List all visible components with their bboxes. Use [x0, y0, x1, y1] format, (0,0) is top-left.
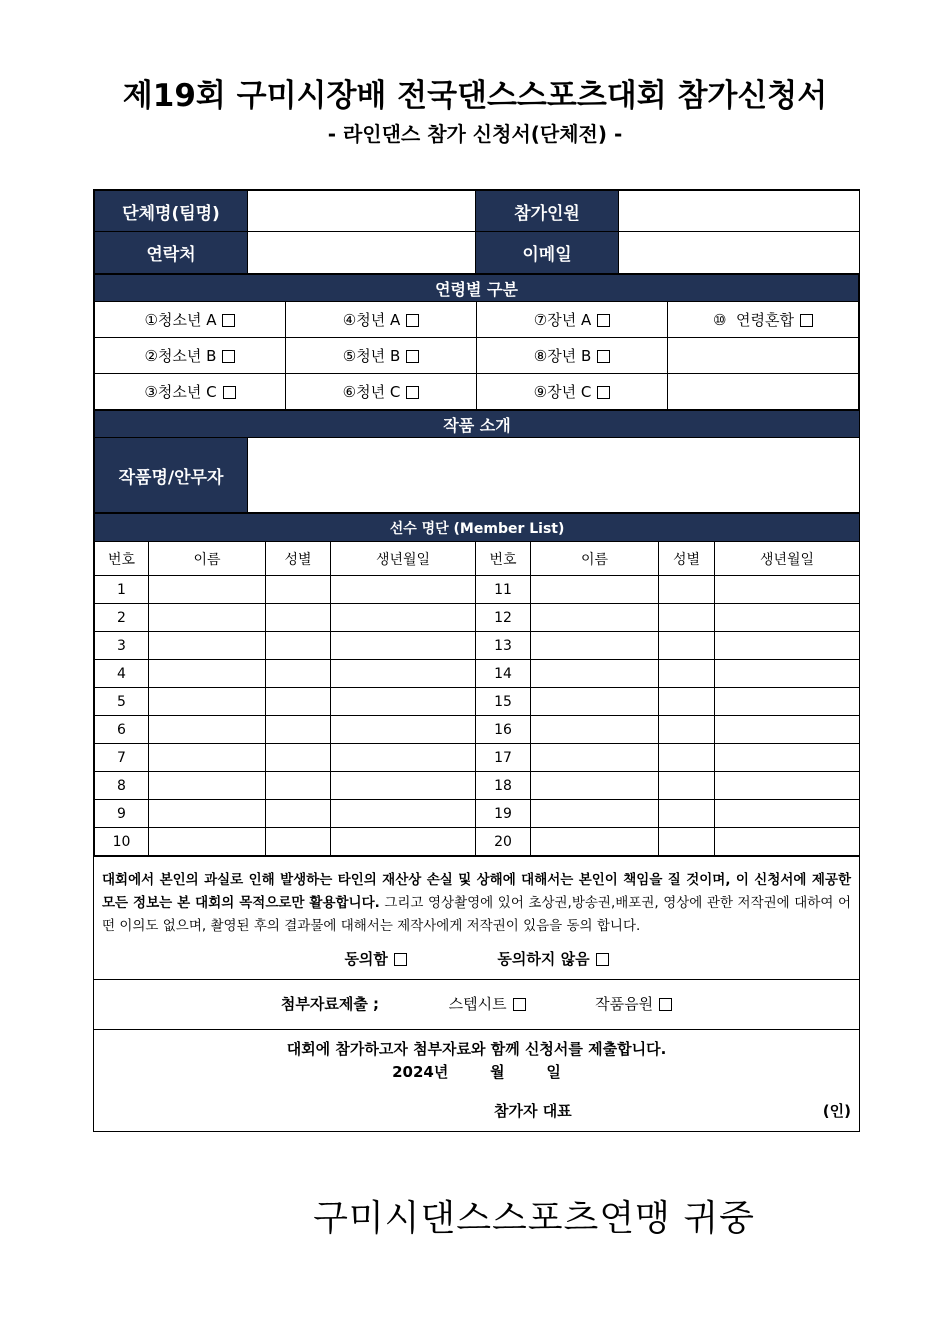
table-row [95, 660, 860, 688]
column-header: 성별 [266, 542, 331, 576]
member-number: 19 [476, 800, 531, 828]
age-option[interactable] [95, 302, 286, 338]
checkbox[interactable] [597, 314, 610, 327]
member-gender-field[interactable] [266, 632, 331, 660]
application-form [93, 189, 860, 1132]
member-birthdate-field[interactable] [715, 744, 860, 772]
member-gender-field[interactable] [659, 800, 715, 828]
member-gender-field[interactable] [659, 660, 715, 688]
member-number: 3 [95, 632, 149, 660]
member-name-field[interactable] [531, 800, 659, 828]
music-checkbox[interactable] [659, 998, 672, 1011]
member-name-field[interactable] [531, 576, 659, 604]
member-birthdate-field[interactable] [715, 632, 860, 660]
page-subtitle: - 라인댄스 참가 신청서(단체전) - [327, 122, 623, 146]
agree-checkbox[interactable] [394, 953, 407, 966]
member-number: 4 [95, 660, 149, 688]
column-header: 생년월일 [331, 542, 476, 576]
email-field[interactable] [619, 232, 860, 274]
member-header-row [95, 542, 860, 576]
member-number: 20 [476, 828, 531, 856]
member-name-field[interactable] [531, 660, 659, 688]
member-birthdate-field[interactable] [715, 576, 860, 604]
footer-recipient: 구미시댄스스포츠연맹 귀중 [313, 1198, 755, 1239]
member-name-field[interactable] [531, 828, 659, 856]
column-header: 성별 [659, 542, 715, 576]
stepsheet-label: 스텝시트 [448, 995, 507, 1013]
age-option-label: ⑩ 연령혼합 [713, 311, 794, 329]
member-name-field[interactable] [531, 744, 659, 772]
member-birthdate-field[interactable] [331, 772, 476, 800]
age-option[interactable] [95, 374, 286, 410]
checkbox[interactable] [597, 386, 610, 399]
member-gender-field[interactable] [266, 660, 331, 688]
team-name-label: 단체명(팀명) [95, 191, 248, 232]
stepsheet-checkbox[interactable] [513, 998, 526, 1011]
age-option[interactable] [477, 338, 668, 374]
member-name-field[interactable] [149, 744, 266, 772]
column-header: 생년월일 [715, 542, 860, 576]
work-field[interactable] [248, 438, 860, 513]
member-number: 12 [476, 604, 531, 632]
age-option[interactable] [477, 302, 668, 338]
member-gender-field[interactable] [266, 576, 331, 604]
age-option-label: ①청소년 A [144, 311, 217, 329]
age-option-label: ⑤청년 B [342, 347, 401, 365]
age-option-label: ⑧장년 B [533, 347, 592, 365]
empty-cell [668, 374, 859, 410]
member-gender-field[interactable] [659, 576, 715, 604]
member-number: 10 [95, 828, 149, 856]
member-birthdate-field[interactable] [715, 716, 860, 744]
member-name-field[interactable] [531, 716, 659, 744]
member-gender-field[interactable] [266, 716, 331, 744]
submission-block [94, 1029, 859, 1131]
info-table [94, 190, 860, 274]
table-row [95, 632, 860, 660]
member-birthdate-field[interactable] [331, 828, 476, 856]
age-option-label: ⑨장년 C [533, 383, 592, 401]
table-row [95, 716, 860, 744]
member-birthdate-field[interactable] [715, 828, 860, 856]
member-number: 11 [476, 576, 531, 604]
member-birthdate-field[interactable] [331, 576, 476, 604]
member-section-heading: 선수 명단 (Member List) [95, 514, 860, 542]
member-gender-field[interactable] [266, 828, 331, 856]
member-gender-field[interactable] [659, 772, 715, 800]
member-gender-field[interactable] [266, 800, 331, 828]
checkbox[interactable] [597, 350, 610, 363]
member-birthdate-field[interactable] [331, 604, 476, 632]
age-option[interactable] [286, 302, 477, 338]
member-name-field[interactable] [531, 604, 659, 632]
age-table [94, 274, 859, 410]
checkbox[interactable] [406, 386, 419, 399]
member-name-field[interactable] [531, 772, 659, 800]
page-title: 제19회 구미시장배 전국댄스스포츠대회 참가신청서 [122, 78, 828, 114]
attachments-row [94, 979, 859, 1029]
age-option[interactable] [286, 338, 477, 374]
member-number: 9 [95, 800, 149, 828]
member-number: 14 [476, 660, 531, 688]
member-name-field[interactable] [149, 800, 266, 828]
table-row [95, 828, 860, 856]
column-header: 이름 [149, 542, 266, 576]
age-option[interactable] [286, 374, 477, 410]
checkbox[interactable] [223, 386, 236, 399]
submission-date: 2024년 월 일 [392, 1063, 561, 1081]
member-name-field[interactable] [149, 772, 266, 800]
age-option-label: ⑦장년 A [533, 311, 592, 329]
member-table [94, 513, 860, 856]
checkbox[interactable] [222, 350, 235, 363]
member-number: 6 [95, 716, 149, 744]
member-gender-field[interactable] [659, 744, 715, 772]
member-gender-field[interactable] [659, 688, 715, 716]
participants-field[interactable] [619, 191, 860, 232]
work-label: 작품명/안무자 [95, 438, 248, 513]
table-row [95, 744, 860, 772]
member-birthdate-field[interactable] [331, 632, 476, 660]
consent-options [94, 944, 859, 979]
age-option-label: ②청소년 B [144, 347, 217, 365]
work-section-heading: 작품 소개 [95, 411, 860, 438]
column-header: 이름 [531, 542, 659, 576]
member-number: 8 [95, 772, 149, 800]
agree-label: 동의함 [344, 950, 388, 968]
member-name-field[interactable] [531, 688, 659, 716]
checkbox[interactable] [800, 314, 813, 327]
member-gender-field[interactable] [266, 688, 331, 716]
table-row [95, 576, 860, 604]
member-gender-field[interactable] [659, 604, 715, 632]
table-row [95, 604, 860, 632]
member-gender-field[interactable] [266, 772, 331, 800]
contact-field[interactable] [248, 232, 476, 274]
checkbox[interactable] [406, 314, 419, 327]
representative-label: 참가자 대표 [494, 1102, 572, 1120]
disagree-label: 동의하지 않음 [497, 950, 590, 968]
member-number: 15 [476, 688, 531, 716]
table-row [95, 772, 860, 800]
age-option-label: ③청소년 C [144, 383, 217, 401]
age-option[interactable] [477, 374, 668, 410]
seal-mark: (인) [822, 1102, 851, 1120]
disagree-checkbox[interactable] [596, 953, 609, 966]
consent-notice [94, 856, 859, 944]
member-number: 7 [95, 744, 149, 772]
member-birthdate-field[interactable] [715, 772, 860, 800]
member-birthdate-field[interactable] [331, 744, 476, 772]
member-birthdate-field[interactable] [331, 716, 476, 744]
participants-label: 참가인원 [476, 191, 619, 232]
empty-cell [668, 338, 859, 374]
checkbox[interactable] [406, 350, 419, 363]
member-name-field[interactable] [149, 660, 266, 688]
submission-statement: 대회에 참가하고자 첨부자료와 함께 신청서를 제출합니다. [286, 1040, 667, 1058]
column-header: 번호 [476, 542, 531, 576]
checkbox[interactable] [222, 314, 235, 327]
notice-bold-text: 대회에서 본인의 과실로 인해 발생하는 타인의 재산상 손실 및 상해에 대해서는 본인이 책임을 질 것이며, 이 신청서에 제공한 모든 정보는 본 대회의 목적으로만 활용합니다. [102, 872, 851, 911]
member-number: 5 [95, 688, 149, 716]
table-row [95, 688, 860, 716]
attachments-label: 첨부자료제출 ; [280, 995, 380, 1013]
age-option[interactable] [668, 302, 859, 338]
member-gender-field[interactable] [659, 716, 715, 744]
member-birthdate-field[interactable] [715, 604, 860, 632]
member-birthdate-field[interactable] [331, 660, 476, 688]
member-birthdate-field[interactable] [715, 660, 860, 688]
age-section-heading: 연령별 구분 [95, 275, 859, 302]
member-gender-field[interactable] [266, 744, 331, 772]
age-option-label: ⑥청년 C [342, 383, 401, 401]
member-birthdate-field[interactable] [715, 800, 860, 828]
member-number: 2 [95, 604, 149, 632]
member-name-field[interactable] [149, 632, 266, 660]
member-name-field[interactable] [149, 828, 266, 856]
member-gender-field[interactable] [659, 828, 715, 856]
age-option-label: ④청년 A [342, 311, 401, 329]
member-name-field[interactable] [149, 688, 266, 716]
member-name-field[interactable] [149, 716, 266, 744]
member-gender-field[interactable] [659, 632, 715, 660]
member-number: 18 [476, 772, 531, 800]
member-name-field[interactable] [149, 604, 266, 632]
member-birthdate-field[interactable] [331, 688, 476, 716]
notice-normal-text: 그리고 영상촬영에 있어 초상권,방송권,배포권, 영상에 관한 저작권에 대하여 어떤 이의도 없으며, 촬영된 후의 결과물에 대해서는 제작사에게 저작권이 있음을 동의 합니다. [102, 895, 851, 934]
contact-label: 연락처 [95, 232, 248, 274]
email-label: 이메일 [476, 232, 619, 274]
age-option[interactable] [95, 338, 286, 374]
member-birthdate-field[interactable] [715, 688, 860, 716]
team-name-field[interactable] [248, 191, 476, 232]
member-gender-field[interactable] [266, 604, 331, 632]
column-header: 번호 [95, 542, 149, 576]
member-name-field[interactable] [149, 576, 266, 604]
member-number: 17 [476, 744, 531, 772]
member-number: 13 [476, 632, 531, 660]
member-birthdate-field[interactable] [331, 800, 476, 828]
member-number: 1 [95, 576, 149, 604]
member-number: 16 [476, 716, 531, 744]
table-row [95, 800, 860, 828]
music-label: 작품음원 [595, 995, 654, 1013]
work-table [94, 410, 860, 513]
member-name-field[interactable] [531, 632, 659, 660]
